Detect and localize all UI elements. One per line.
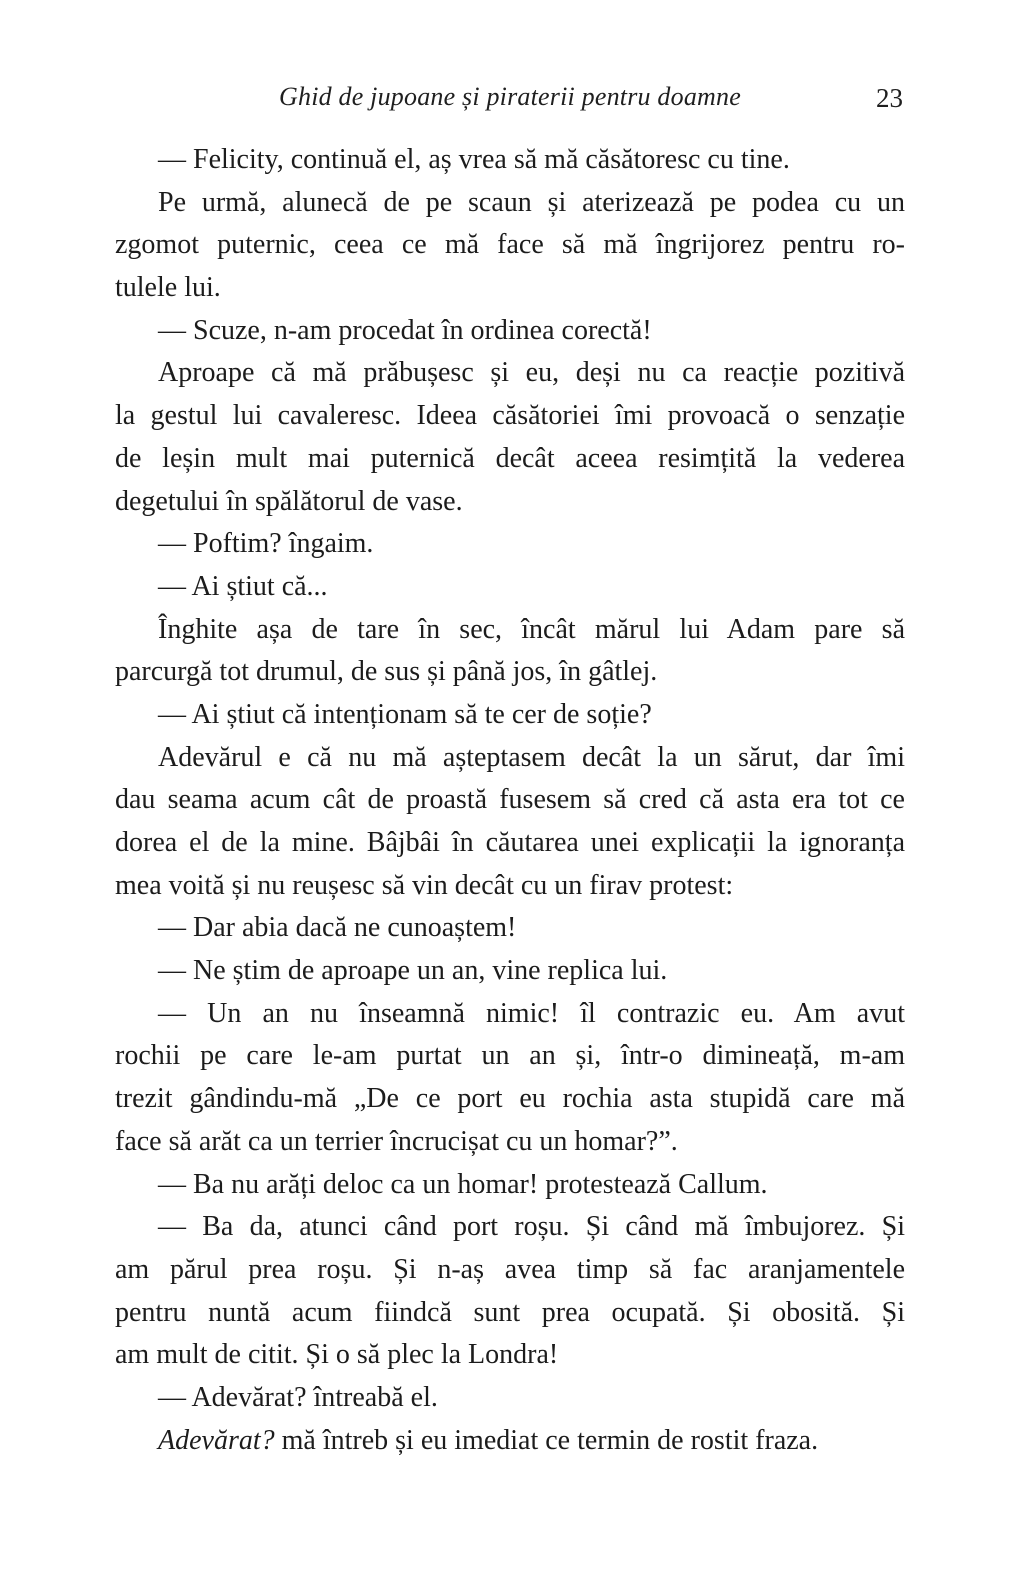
text-line-content <box>115 1254 905 1285</box>
text-line-content <box>158 955 667 986</box>
text-line-content <box>115 827 905 858</box>
text-run: mea voită și nu reușesc să vin decât cu un firav protest: <box>115 869 734 901</box>
text-run: pentru nuntă acum fiindcă sunt prea ocupată. Și obosită. Și <box>115 1296 905 1328</box>
text-line <box>115 1377 905 1420</box>
text-line-content <box>115 400 905 431</box>
paragraph <box>115 182 905 310</box>
paragraph <box>115 907 905 950</box>
text-run: — Ba nu arăți deloc ca un homar! protestează Callum. <box>158 1168 768 1200</box>
text-line <box>115 993 905 1036</box>
text-run: — Un an nu înseamnă nimic! îl contrazic eu. Am avut <box>158 997 905 1029</box>
text-run: trezit gândindu-mă „De ce port eu rochia asta stupidă care mă <box>115 1083 905 1115</box>
paragraph <box>115 139 905 182</box>
text-run: Aproape că mă prăbușesc și eu, deși nu ca reacție pozitivă <box>158 357 905 389</box>
text-line-content <box>115 1083 905 1114</box>
text-run: — Dar abia dacă ne cunoaștem! <box>158 912 517 944</box>
text-line <box>115 139 905 182</box>
paragraph <box>115 993 905 1164</box>
text-line-content <box>158 998 905 1029</box>
paragraph <box>115 1377 905 1420</box>
text-run: am mult de citit. Și o să plec la Londra! <box>115 1339 559 1371</box>
text-line-content <box>158 1425 818 1456</box>
text-line-content <box>115 1339 558 1370</box>
paragraph <box>115 352 905 523</box>
text-line <box>115 1078 905 1121</box>
text-run: parcurgă tot drumul, de sus și până jos, în gâtlej. <box>115 656 658 688</box>
text-run: — Ai știut că... <box>158 570 328 602</box>
text-run: am părul prea roșu. Și n-aș avea timp să fac aranjamentele <box>115 1253 905 1285</box>
text-line-content <box>158 571 328 602</box>
text-run: — Scuze, n-am procedat în ordinea corectă! <box>158 314 652 346</box>
page-body <box>115 139 905 1462</box>
text-line-content <box>158 614 905 645</box>
text-line-content <box>158 187 905 218</box>
text-line <box>115 182 905 225</box>
text-line-content <box>158 912 516 943</box>
text-line-content <box>158 1169 768 1200</box>
text-line <box>115 950 905 993</box>
text-run: face să arăt ca un terrier încrucișat cu un homar?”. <box>115 1125 678 1157</box>
text-run: — Felicity, continuă el, aș vrea să mă căsătoresc cu tine. <box>158 144 790 175</box>
text-line <box>115 310 905 353</box>
text-run: dorea el de la mine. Bâjbâi în căutarea unei explicații la ignoranța <box>115 827 905 858</box>
text-line-content <box>115 272 221 303</box>
text-line <box>115 224 905 267</box>
text-line-content <box>158 144 790 175</box>
text-run: la gestul lui cavaleresc. Ideea căsătoriei îmi provoacă o senzație <box>115 400 905 432</box>
paragraph <box>115 1206 905 1377</box>
text-line <box>115 694 905 737</box>
text-run: — Ba da, atunci când port roșu. Și când mă îmbujorez. Și <box>158 1211 905 1243</box>
text-line <box>115 609 905 652</box>
text-line-content <box>158 315 652 346</box>
text-line <box>115 267 905 310</box>
text-run: Pe urmă, alunecă de pe scaun și aterizează pe podea cu un <box>158 186 905 218</box>
text-line <box>115 1035 905 1078</box>
text-run: — Ai știut că intenționam să te cer de soție? <box>158 698 652 730</box>
text-line <box>115 1121 905 1164</box>
text-run: degetului în spălătorul de vase. <box>115 485 463 517</box>
text-run: mă întreb și eu imediat ce termin de rostit fraza. <box>274 1424 819 1456</box>
paragraph <box>115 950 905 993</box>
text-line <box>115 865 905 908</box>
paragraph <box>115 1164 905 1207</box>
text-run: Înghite așa de tare în sec, încât mărul lui Adam pare să <box>158 613 905 645</box>
text-run: dau seama acum cât de proastă fusesem să cred că asta era tot ce <box>115 784 905 816</box>
text-run: Adevărul e că nu mă așteptasem decât la un sărut, dar îmi <box>158 741 905 773</box>
text-line <box>115 438 905 481</box>
text-line-content <box>158 357 905 388</box>
text-line <box>115 907 905 950</box>
text-line <box>115 523 905 566</box>
text-line-content <box>115 1040 905 1071</box>
text-line-content <box>158 528 373 559</box>
text-line <box>115 481 905 524</box>
text-line <box>115 395 905 438</box>
text-line <box>115 1420 905 1463</box>
text-line <box>115 352 905 395</box>
text-line-content <box>115 870 733 901</box>
page-number: 23 <box>876 83 903 113</box>
text-line <box>115 1334 905 1377</box>
text-line <box>115 737 905 780</box>
paragraph <box>115 694 905 737</box>
text-run: tulele lui. <box>115 272 221 304</box>
paragraph <box>115 1420 905 1463</box>
text-line-content <box>115 1297 905 1328</box>
paragraph <box>115 609 905 694</box>
italic-text-run: Adevărat? <box>158 1424 275 1456</box>
text-line-content <box>158 699 652 730</box>
text-line-content <box>115 486 463 517</box>
page-header <box>115 82 905 116</box>
text-line-content <box>158 1382 438 1413</box>
text-run: — Ne știm de aproape un an, vine replica lui. <box>158 955 668 987</box>
text-line <box>115 651 905 694</box>
text-line <box>115 1164 905 1207</box>
paragraph <box>115 566 905 609</box>
text-line <box>115 1249 905 1292</box>
paragraph <box>115 523 905 566</box>
text-line <box>115 779 905 822</box>
text-line <box>115 1206 905 1249</box>
text-line-content <box>158 1211 905 1242</box>
text-run: — Adevărat? întreabă el. <box>158 1381 438 1413</box>
text-line-content <box>115 229 905 260</box>
text-line <box>115 566 905 609</box>
text-line-content <box>115 1126 678 1157</box>
text-line <box>115 822 905 865</box>
paragraph <box>115 737 905 908</box>
text-line <box>115 1292 905 1335</box>
text-line-content <box>115 656 657 687</box>
text-run: zgomot puternic, ceea ce mă face să mă îngrijorez pentru ro- <box>115 229 905 261</box>
running-title: Ghid de jupoane și piraterii pentru doamne <box>279 82 741 111</box>
text-run: de leșin mult mai puternică decât aceea resimțită la vederea <box>115 442 905 474</box>
text-run: — Poftim? îngaim. <box>158 528 374 560</box>
text-run: rochii pe care le-am purtat un an și, într-o dimineață, m-am <box>115 1040 905 1072</box>
text-line-content <box>115 443 905 474</box>
text-line-content <box>115 784 905 815</box>
text-line-content <box>158 742 905 773</box>
paragraph <box>115 310 905 353</box>
